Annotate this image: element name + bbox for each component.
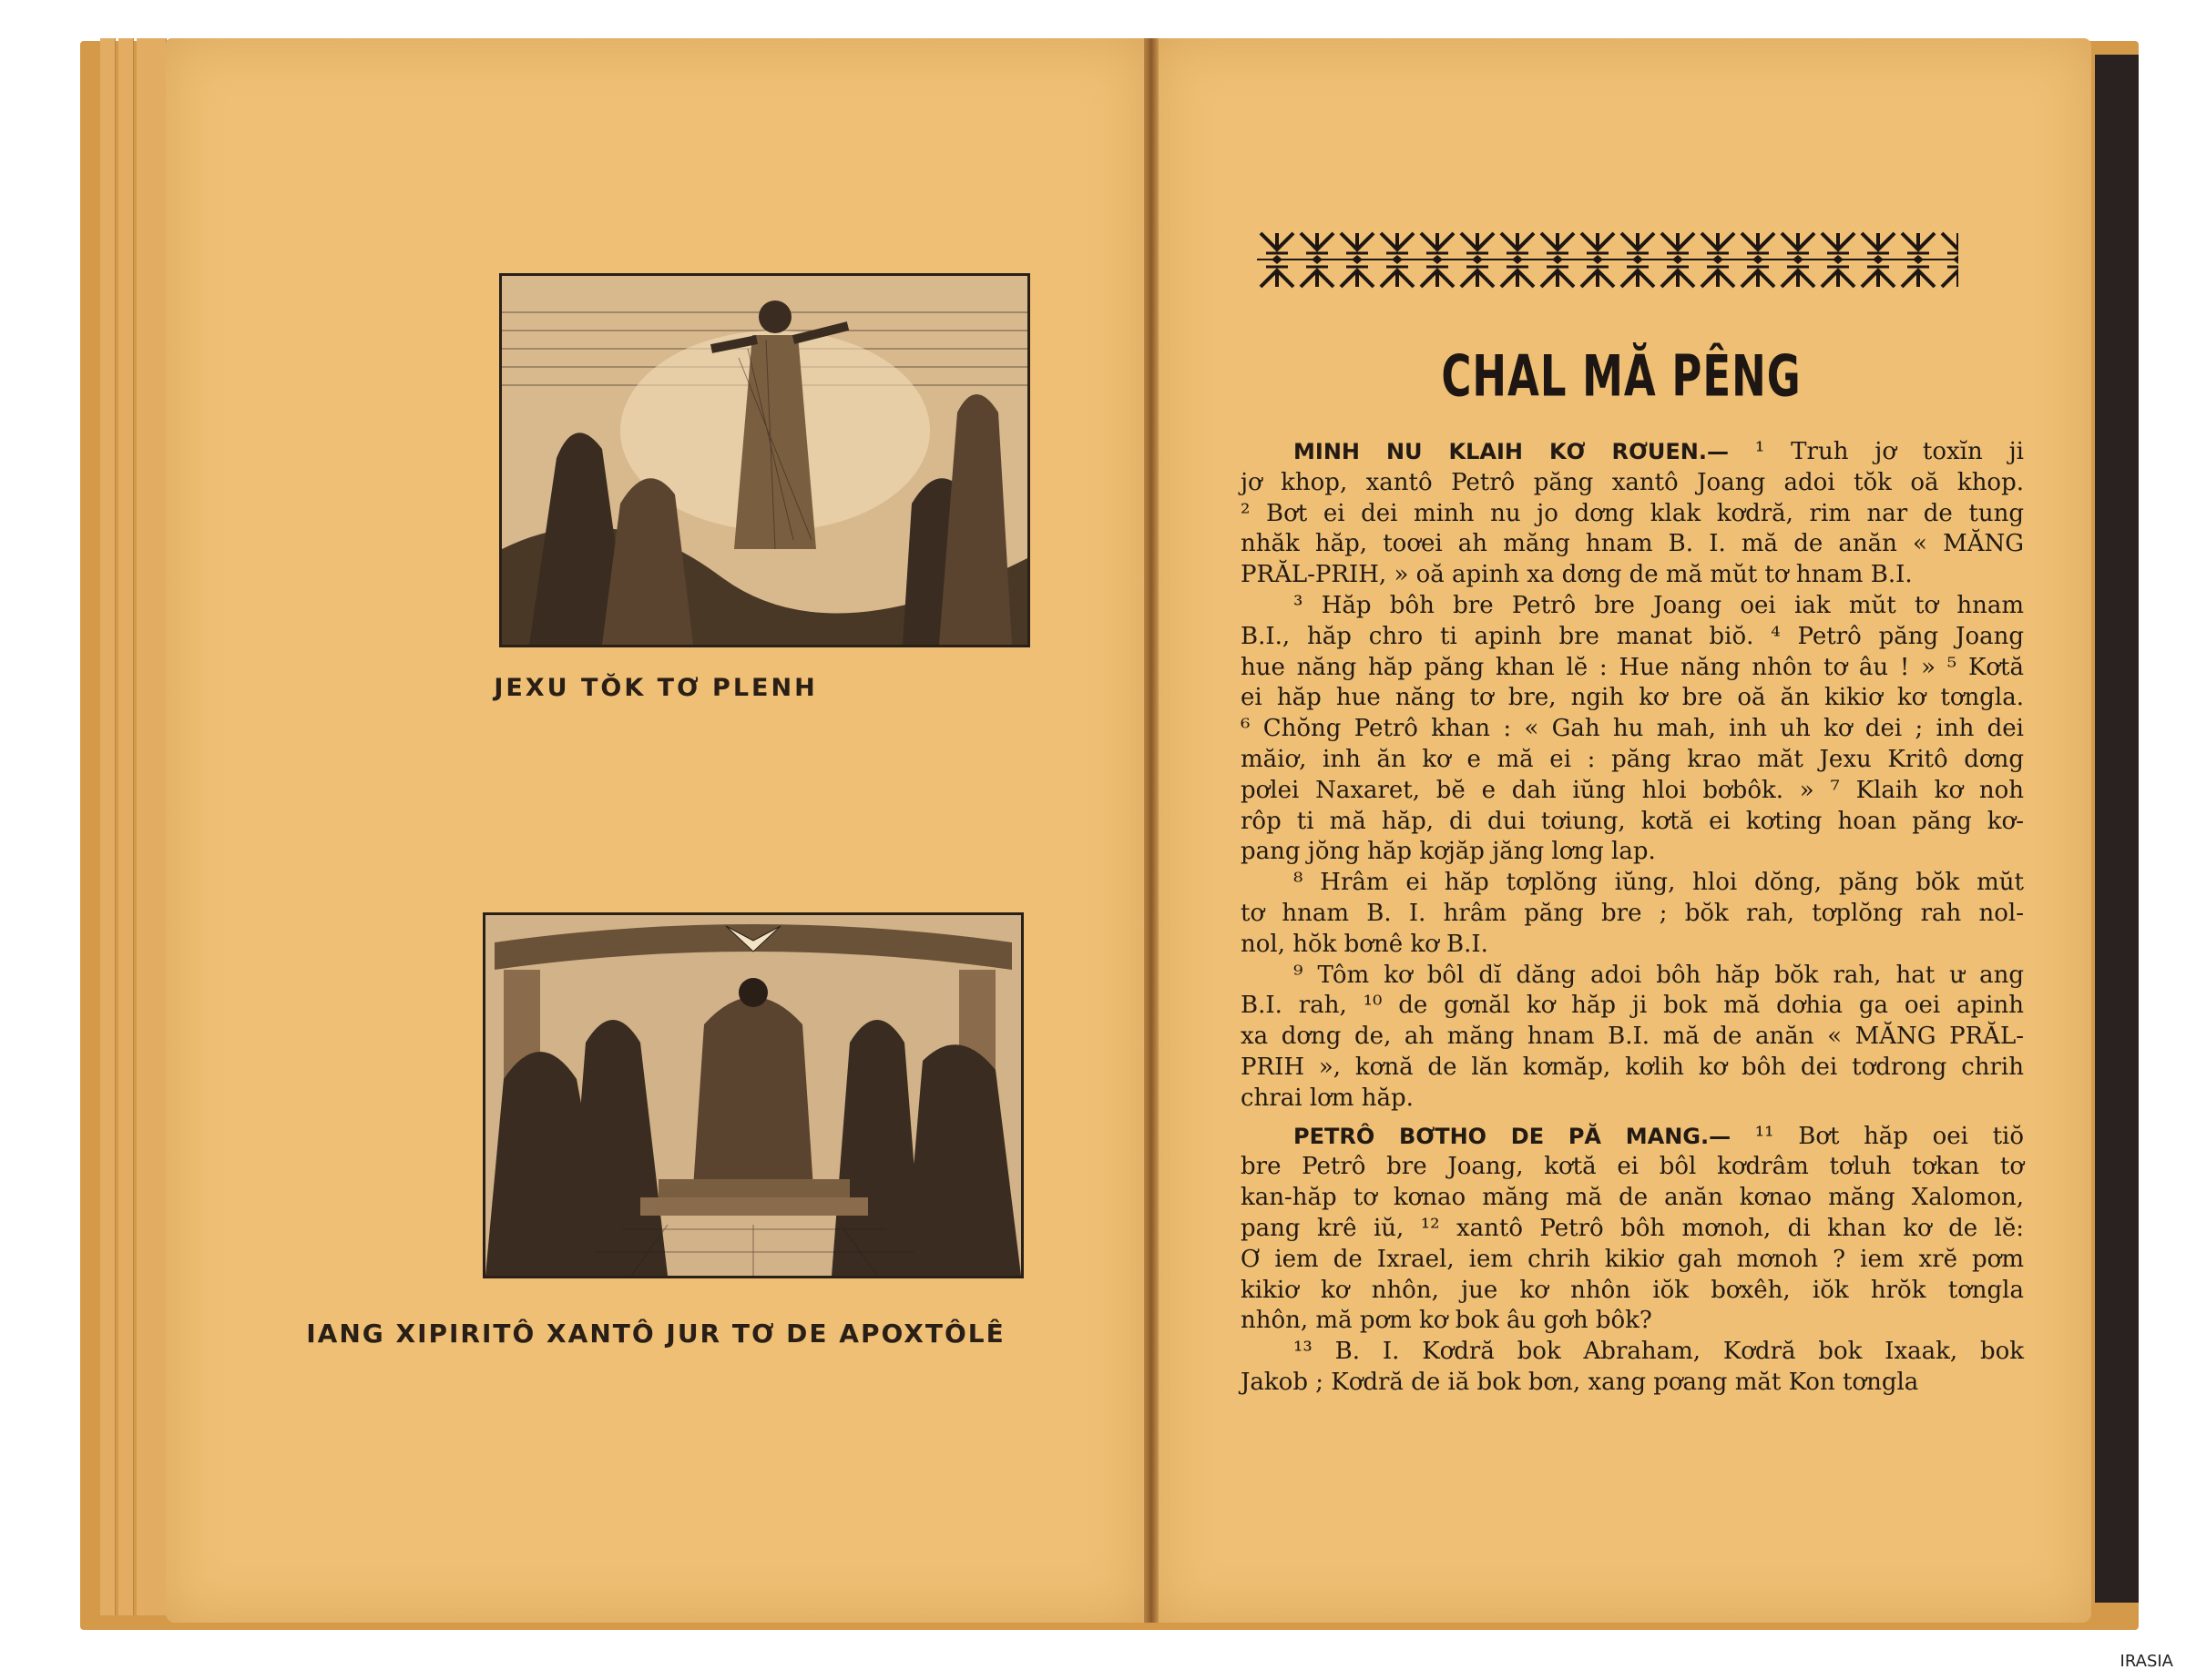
- text-line: nhăk hăp, toơei ah măng hnam B. I. mă de anăn « MĂNG: [1241, 530, 2024, 558]
- chapter-body-text: [1241, 437, 2024, 1399]
- text-line: PRIH », kơnă de lăn kơmăp, kơlih kơ bôh dei tơdrong chrih: [1241, 1053, 2024, 1081]
- text-line: hue năng hăp păng khan lĕ : Hue năng nhôn tơ âu ! » ⁵ Kơtă: [1241, 653, 2024, 681]
- text-line: Ơ iem de Ixrael, iem chrih kikiơ gah mơnoh ? iem xrĕ pơm: [1241, 1245, 2024, 1273]
- ascension-engraving-icon: [499, 273, 1030, 647]
- text-line: ¹³ B. I. Kơdră bok Abraham, Kơdră bok Ixaak, bok: [1293, 1338, 2024, 1366]
- text-line: B.I. rah, ¹⁰ de gơnăl kơ hăp ji bok mă dơhia ga oei apinh: [1241, 992, 2024, 1020]
- page-edge: [118, 38, 134, 1615]
- text-line: ³ Hăp bôh bre Petrô bre Joang oei iak mŭt tơ hnam: [1293, 591, 2024, 619]
- text-line: nol, hŏk bơnê kơ B.I.: [1241, 930, 1488, 958]
- text-line: MINH NU KLAIH KƠ RƠUEN.— ¹ Truh jơ toxĭn ji: [1293, 438, 2024, 465]
- text-line: pang jŏng hăp kơjăp jăng lơng lap.: [1241, 838, 1656, 866]
- page-edge: [100, 38, 116, 1615]
- text-line: nhôn, mă pơm kơ bok âu gơh bôk?: [1241, 1307, 1652, 1335]
- book-gutter: [1144, 38, 1159, 1623]
- text-line: ⁸ Hrâm ei hăp tơplŏng iŭng, hloi dŏng, păng bŏk mŭt: [1293, 869, 2024, 897]
- text-line: PETRÔ BƠTHO DE PĂ MANG.— ¹¹ Bơt hăp oei tiŏ: [1293, 1122, 2024, 1150]
- text-line: chrai lơm hăp.: [1241, 1084, 1414, 1112]
- text-line: rôp ti mă hăp, di dui tơiung, kơtă ei kơting hoan păng kơ-: [1241, 807, 2024, 835]
- section-heading: PETRÔ BƠTHO DE PĂ MANG.—: [1293, 1123, 1731, 1149]
- paragraph-gap: [1241, 1115, 2024, 1122]
- text-line: ⁹ Tôm kơ bôl dĭ dăng adoi bôh hăp bŏk rah, hat ư ang: [1293, 961, 2024, 989]
- text-line: ei hăp hue năng tơ bre, ngih kơ bre oă ăn kikiơ kơ tơngla.: [1241, 684, 2024, 712]
- text-line: kan-hăp tơ kơnao măng mă de anăn kơnao măng Xalomon,: [1241, 1184, 2024, 1212]
- pentecost-engraving-icon: [483, 912, 1024, 1278]
- watermark: IRASIA: [2120, 1652, 2173, 1671]
- text-line: B.I., hăp chro ti apinh bre manat biŏ. ⁴ Petrô păng Joang: [1241, 622, 2024, 650]
- text-line: kikiơ kơ nhôn, jue kơ nhôn iŏk bơxêh, iŏk hrŏk tơngla: [1241, 1276, 2024, 1304]
- text-line: măiơ, inh ăn kơ e mă ei : păng krao măt Jexu Kritô dơng: [1241, 745, 2024, 773]
- text-line: xa dơng de, ah măng hnam B.I. mă de anăn « MĂNG PRĂL-: [1241, 1023, 2024, 1051]
- chapter-title: CHAL MĂ PÊNG: [1441, 342, 1802, 410]
- engraving-caption-1: JEXU TŎK TƠ PLENH: [494, 674, 818, 702]
- book-spine: [2095, 55, 2139, 1603]
- text-line: ⁶ Chŏng Petrô khan : « Gah hu mah, inh uh kơ dei ; inh dei: [1241, 715, 2024, 743]
- page-edge: [151, 38, 167, 1615]
- engraving-caption-2: IANG XIPIRITÔ XANTÔ JUR TƠ DE APOXTÔLÊ: [306, 1319, 1006, 1349]
- text-line: pơlei Naxaret, bĕ e dah iŭng hloi bơbôk. » ⁷ Klaih kơ noh: [1241, 776, 2024, 804]
- text-line: tơ hnam B. I. hrâm păng bre ; bŏk rah, tơplŏng rah nol-: [1241, 899, 2024, 927]
- text-line: PRĂL-PRIH, » oă apinh xa dơng de mă mŭt tơ hnam B.I.: [1241, 561, 1913, 589]
- text-line: ² Bơt ei dei minh nu jo dơng klak kơdră, rim nar de tung: [1241, 499, 2024, 527]
- text-line: pang krê iŭ, ¹² xantô Petrô bôh mơnoh, di khan kơ de lĕ:: [1241, 1214, 2024, 1242]
- text-line: bre Petrô bre Joang, kơtă ei bôl kơdrâm tơluh tơkan tơ: [1241, 1153, 2024, 1181]
- page-edge: [137, 38, 152, 1615]
- text-line: Jakob ; Kơdră de iă bok bơn, xang pơang măt Kon tơngla: [1241, 1368, 1919, 1396]
- text-line: jơ khop, xantô Petrô păng xantô Joang adoi tŏk oă khop.: [1241, 468, 2024, 496]
- decorative-border-icon: [1257, 226, 1958, 294]
- section-heading: MINH NU KLAIH KƠ RƠUEN.—: [1293, 439, 1729, 464]
